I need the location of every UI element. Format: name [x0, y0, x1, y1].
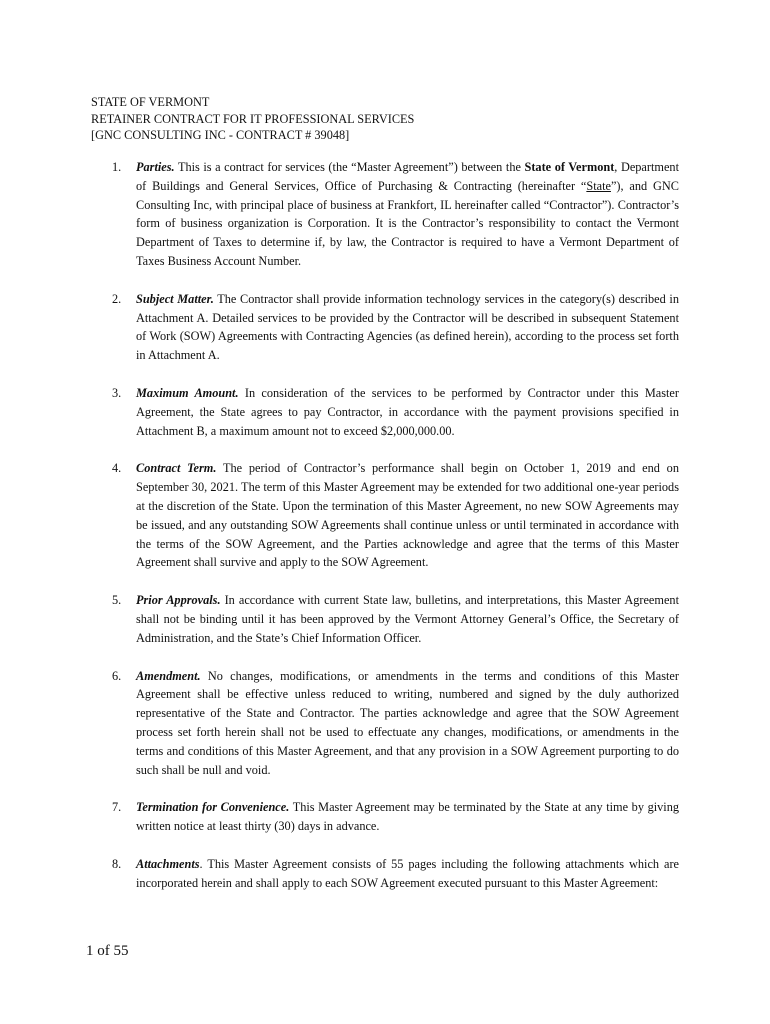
clause-text: ”), and GNC Consulting Inc, with principal place of business at Frankfort, IL hereinafter called “Contractor”). Contractor’s form of business organization is Corporation. It is the Contractor’s responsibility to contact the Vermont Department of Taxes to determine if, by law, the Contractor is required to have a Vermont Department of Taxes Business Account Number.	[136, 178, 680, 268]
clause-title: Subject Matter.	[136, 291, 214, 306]
clause-contract-term	[0, 459, 770, 572]
clause-text: The Contractor shall provide information technology services in the category(s) described in Attachment A. Detailed services to be provided by the Contractor will be described in subsequent Statement of Work (SOW) Agreements with Contracting Agencies (as defined herein), according to the process set forth in Attachment A.	[136, 291, 679, 363]
clause-maximum-amount	[0, 384, 770, 440]
clause-title: Parties.	[136, 160, 175, 174]
clause-parties	[0, 158, 770, 271]
clause-body	[136, 667, 679, 780]
clause-attachments	[0, 855, 770, 893]
header-state: STATE OF VERMONT	[91, 95, 210, 109]
clause-body	[136, 290, 679, 365]
page-number: 1 of 55	[86, 943, 129, 959]
clause-title: Prior Approvals.	[136, 593, 221, 608]
clause-number: 1.	[112, 160, 122, 174]
clause-body	[136, 798, 679, 836]
clause-subject-matter	[0, 290, 770, 365]
clause-number: 7.	[112, 800, 122, 815]
clause-number: 6.	[112, 668, 122, 683]
clause-number: 4.	[112, 461, 122, 476]
clause-amendment	[0, 667, 770, 780]
clause-text: This is a contract for services (the “Master Agreement”) between the	[174, 160, 525, 174]
clause-body	[136, 459, 679, 572]
clause-text: In consideration of the services to be performed by Contractor under this Master Agreement, the State agrees to pay Contractor, in accordance with the payment provisions specified in Attachment B, a maximum amount not to exceed $2,000,000.00.	[136, 385, 679, 438]
clause-text: In accordance with current State law, bulletins, and interpretations, this Master Agreement shall not be binding until it has been approved by the Vermont Attorney General’s Office, the Secretary of Administration, and the State’s Chief Information Officer.	[136, 593, 679, 645]
header-contract-number: [GNC CONSULTING INC - CONTRACT # 39048]	[91, 128, 350, 142]
clause-party-name: State of Vermont	[524, 160, 615, 174]
clause-body	[136, 591, 679, 647]
clause-termination	[0, 798, 770, 836]
clause-text: The period of Contractor’s performance shall begin on October 1, 2019 and end on September 30, 2021. The term of this Master Agreement may be extended for two additional one-year periods at the discretion of the State. Upon the termination of this Master Agreement, no new SOW Agreements may be issued, and any outstanding SOW Agreements shall continue unless or until terminated in accordance with the terms of the SOW Agreement, and the Parties acknowledge and agree that the terms of this Master Agreement shall survive and apply to the SOW Agreement.	[136, 461, 679, 570]
clause-number: 8.	[112, 856, 122, 871]
clause-number: 3.	[112, 385, 122, 400]
clause-title: Termination for Convenience.	[136, 800, 290, 815]
clause-text: . This Master Agreement consists of 55 pages including the following attachments which are incorporated herein and shall apply to each SOW Agreement executed pursuant to this Master Agreement:	[136, 856, 679, 890]
document-header	[91, 94, 414, 144]
clause-body	[136, 158, 679, 271]
clause-body	[136, 384, 679, 440]
clause-body	[136, 855, 679, 893]
header-contract-type: RETAINER CONTRACT FOR IT PROFESSIONAL SERVICES	[91, 111, 415, 126]
clause-title: Maximum Amount.	[136, 385, 239, 400]
clause-title: Amendment.	[136, 668, 201, 683]
clause-text: , Department of Buildings and General Services, Office of Purchasing & Contracting (hereinafter “	[136, 160, 679, 193]
clause-number: 5.	[112, 593, 122, 608]
clause-text: This Master Agreement may be terminated by the State at any time by giving written notice at least thirty (30) days in advance.	[136, 800, 679, 834]
clause-text: No changes, modifications, or amendments in the terms and conditions of this Master Agreement shall be effective unless reduced to writing, numbered and signed by the duly authorized representative of the State and Contractor. The parties acknowledge and agree that the SOW Agreement process set forth herein shall not be used to effectuate any changes, modifications, or amendments in the terms and conditions of this Master Agreement, and that any provision in a SOW Agreement purporting to do such shall be null and void.	[136, 668, 679, 777]
clause-list	[0, 158, 770, 912]
clause-title: Attachments	[136, 856, 200, 871]
clause-prior-approvals	[0, 591, 770, 647]
clause-defined-term: State	[586, 178, 611, 193]
clause-number: 2.	[112, 291, 122, 306]
clause-title: Contract Term.	[136, 461, 217, 476]
